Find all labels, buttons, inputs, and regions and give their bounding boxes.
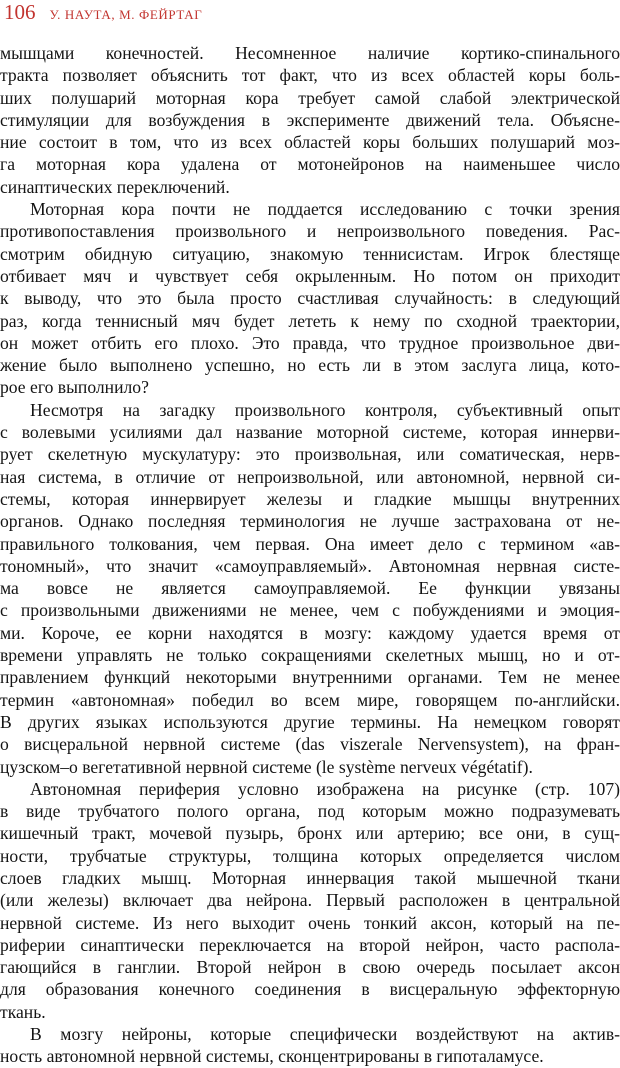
text-line: отбивает мяч и чувствует себя окрыленным. Но потом он приходит <box>0 265 620 286</box>
paragraph <box>0 399 620 778</box>
paragraph <box>0 1023 620 1068</box>
paragraph <box>0 198 620 399</box>
text-line: ма вовсе не является самоуправляемой. Ее функции увязаны <box>0 578 620 599</box>
text-line: В других языках используются другие термины. На немецком говорят <box>0 711 620 732</box>
text-line: жение было выполнено успешно, но есть ли в этом заслуга лица, кото- <box>0 355 620 376</box>
page-header <box>4 0 202 26</box>
text-line: В мозгу нейроны, которые специфически воздействуют на актив- <box>30 1024 620 1045</box>
text-line: Автономная периферия условно изображена на рисунке (стр. 107) <box>30 778 620 799</box>
text-line: ности, трубчатые структуры, толщина которых определяется числом <box>0 845 620 866</box>
text-line: смотрим обидную ситуацию, знакомую теннисистам. Игрок блестяще <box>0 243 620 264</box>
text-line: он может отбить его плохо. Это правда, что трудное произвольное дви- <box>0 332 620 353</box>
text-line: Несмотря на загадку произвольного контроля, субъективный опыт <box>30 399 620 420</box>
text-line: гающийся в ганглии. Второй нейрон в свою очередь посылает аксон <box>0 957 620 978</box>
text-line: синаптических переключений. <box>0 176 230 197</box>
text-line: рует скелетную мускулатуру: это произвольная, или соматическая, нерв- <box>0 444 620 465</box>
text-line: Моторная кора почти не поддается исследованию с точки зрения <box>30 199 620 220</box>
text-line: термин «автономная» победил во всем мире, говорящем по-английски. <box>0 689 620 710</box>
text-line: ние состоит в том, что из всех областей коры больших полушарий моз- <box>0 132 620 153</box>
text-line: в виде трубчатого полого органа, под которым можно подразумевать <box>0 801 620 822</box>
text-line: правлением функций некоторыми внутренними органами. Тем не менее <box>0 667 620 688</box>
text-line: противопоставления произвольного и непроизвольного поведения. Рас- <box>0 221 620 242</box>
text-line: ная система, в отличие от непроизвольной, или автономной, нервной си- <box>0 466 620 487</box>
text-line: нервной системе. Из него выходит очень тонкий аксон, который на пе- <box>0 912 620 933</box>
text-line: с произвольными движениями не менее, чем с побуждениями и эмоция- <box>0 600 620 621</box>
text-line: о висцеральной нервной системе (das viszerale Nervensystem), на фран- <box>0 734 620 755</box>
text-line: мышцами конечностей. Несомненное наличие кортико-спинального <box>0 43 620 63</box>
text-line: слоев гладких мышц. Моторная иннервация такой мышечной ткани <box>0 867 620 888</box>
text-line: га моторная кора удалена от мотонейронов на наименьшее число <box>0 154 620 175</box>
running-head: У. НАУТА, М. ФЕЙРТАГ <box>49 7 203 22</box>
text-line: тономный», что значит «самоуправляемый». Автономная нервная систе- <box>0 555 620 576</box>
text-line: кишечный тракт, мочевой пузырь, бронх или артерию; все они, в сущ- <box>0 823 620 844</box>
text-line: правильного толкования, чем первая. Она имеет дело с термином «ав- <box>0 533 620 554</box>
text-line: ших полушарий моторная кора требует самой слабой электрической <box>0 87 620 108</box>
text-line: риферии синаптически переключается на второй нейрон, часто распола- <box>0 934 620 955</box>
body-text <box>0 42 620 1068</box>
text-line: цузском–о вегетативной нервной системе (le système nerveux végétatif). <box>0 756 533 777</box>
page-number: 106 <box>4 0 36 24</box>
text-line: к выводу, что это была просто счастливая случайность: в следующий <box>0 288 620 309</box>
text-line: стемы, которая иннервирует железы и гладкие мышцы внутренних <box>0 488 620 509</box>
paragraph <box>0 778 620 1023</box>
paragraph <box>0 42 620 198</box>
text-line: раз, когда теннисный мяч будет лететь к нему по сходной траектории, <box>0 310 620 331</box>
text-line: для образования конечного соединения в висцеральную эффекторную <box>0 979 620 1000</box>
text-line: ткань. <box>0 1001 46 1022</box>
text-line: органов. Однако последняя терминология не лучше застрахована от не- <box>0 511 620 532</box>
text-line: тракта позволяет объяснить тот факт, что из всех областей коры боль- <box>0 65 620 86</box>
text-line: с волевыми усилиями дал название моторной системе, которая иннерви- <box>0 422 620 443</box>
text-line: ми. Короче, ее корни находятся в мозгу: каждому удается время от <box>0 622 620 643</box>
text-line: ность автономной нервной системы, сконцентрированы в гипоталамусе. <box>0 1046 544 1067</box>
text-line: (или железы) включает два нейрона. Первый расположен в центральной <box>0 890 620 911</box>
text-line: рое его выполнило? <box>0 377 149 398</box>
text-line: стимуляции для возбуждения в эксперименте движений тела. Объясне- <box>0 109 620 130</box>
text-line: времени управлять не только сокращениями скелетных мышц, но и от- <box>0 645 620 666</box>
